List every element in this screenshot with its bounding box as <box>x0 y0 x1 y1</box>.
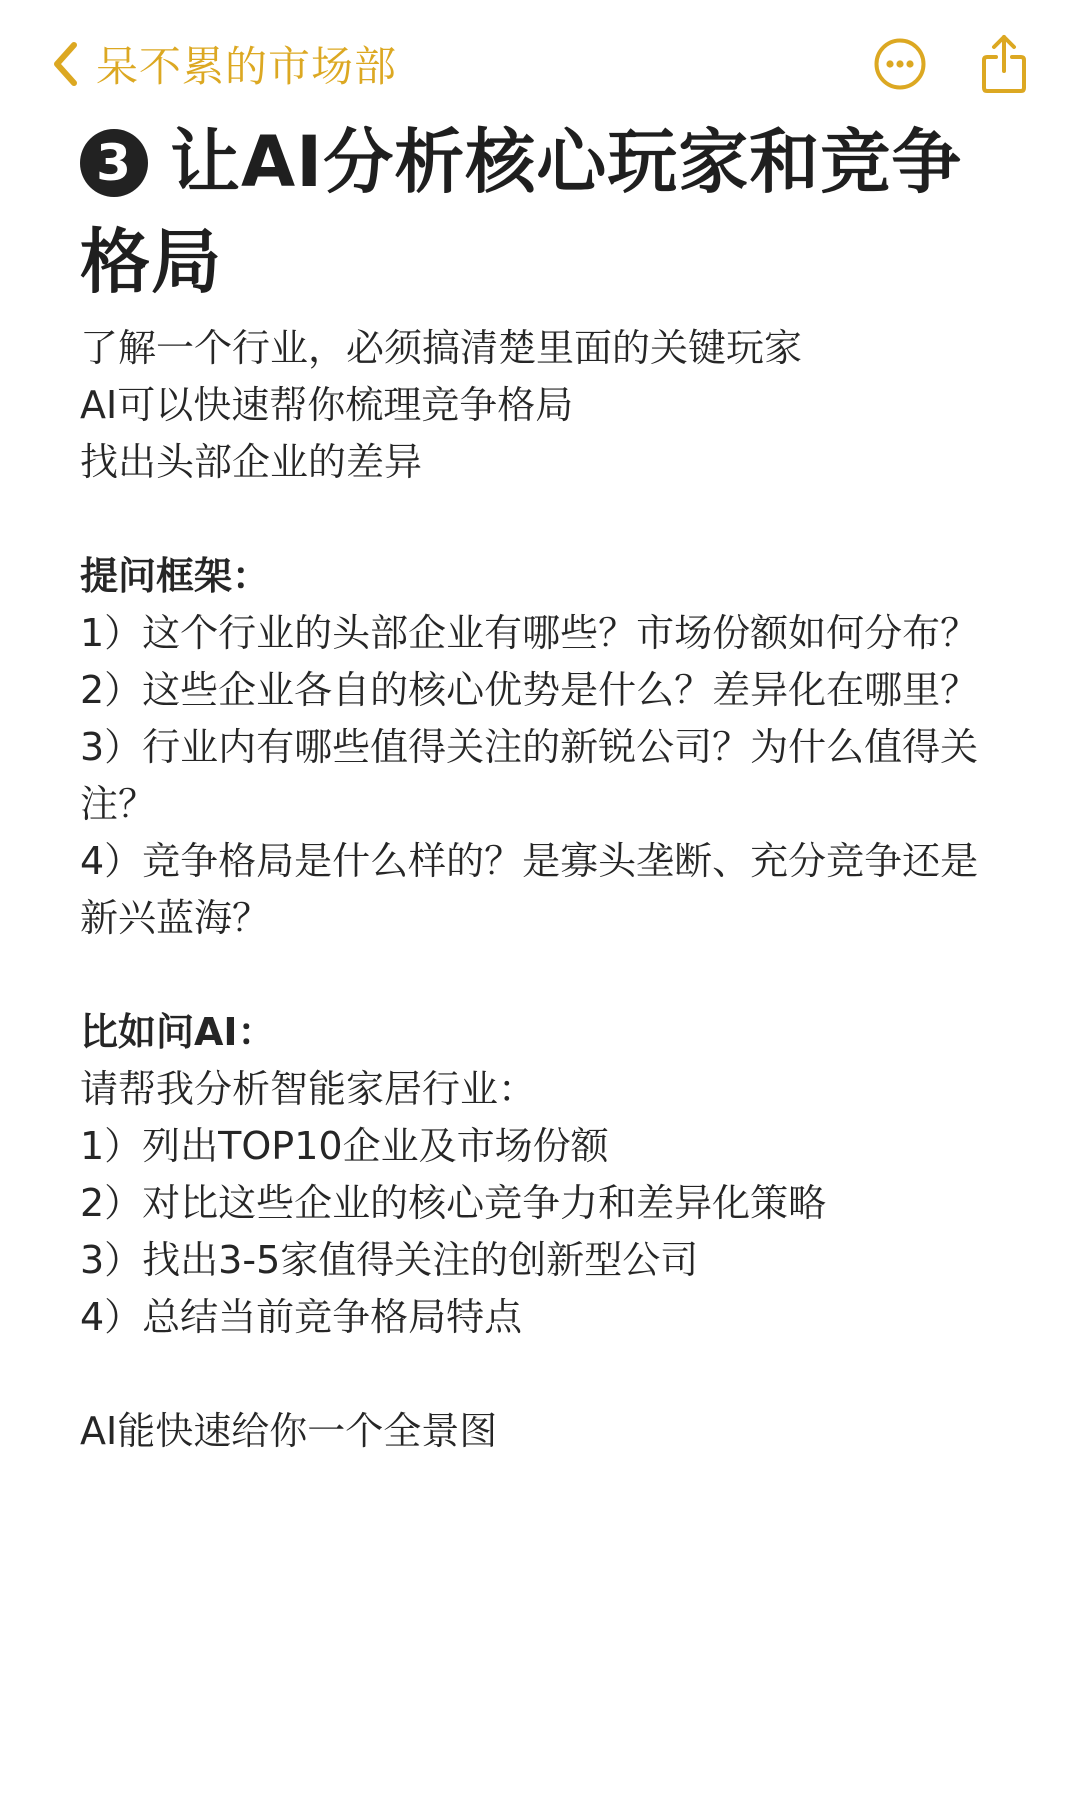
example-item: 1）列出TOP10企业及市场份额 <box>80 1124 609 1168</box>
intro-line: 找出头部企业的差异 <box>80 440 423 484</box>
framework-heading: 提问框架： <box>80 554 271 598</box>
back-button[interactable] <box>52 36 397 92</box>
example-item: 4）总结当前竞争格局特点 <box>80 1295 523 1339</box>
example-heading: 比如问AI： <box>80 1010 276 1054</box>
example-prompt: 请帮我分析智能家居行业： <box>80 1067 537 1111</box>
share-button[interactable] <box>980 33 1028 95</box>
example-item: 2）对比这些企业的核心竞争力和差异化策略 <box>80 1181 827 1225</box>
framework-item: 4）竞争格局是什么样的？是寡头垄断、充分竞争还是新兴蓝海？ <box>80 839 979 940</box>
closing-line: AI能快速给你一个全景图 <box>80 1409 498 1453</box>
example-item: 3）找出3-5家值得关注的创新型公司 <box>80 1238 699 1282</box>
navigation-bar <box>0 0 1080 130</box>
title-text: 让AI分析核心玩家和竞争格局 <box>80 121 963 303</box>
framework-item: 3）行业内有哪些值得关注的新锐公司？为什么值得关注？ <box>80 725 979 826</box>
blank-line <box>80 947 1000 1004</box>
intro-line: AI可以快速帮你梳理竞争格局 <box>80 383 574 427</box>
intro-line: 了解一个行业，必须搞清楚里面的关键玩家 <box>80 326 803 370</box>
share-icon <box>980 33 1028 95</box>
blank-line <box>80 1346 1000 1403</box>
framework-item: 2）这些企业各自的核心优势是什么？差异化在哪里？ <box>80 668 979 712</box>
more-circle-icon <box>873 37 927 91</box>
note-title <box>80 112 1000 312</box>
back-label: 呆不累的市场部 <box>96 42 398 91</box>
more-button[interactable] <box>873 37 927 91</box>
blank-line <box>80 491 1000 548</box>
framework-item: 1）这个行业的头部企业有哪些？市场份额如何分布？ <box>80 611 979 655</box>
note-body <box>80 320 1000 1460</box>
title-number-badge: 3 <box>80 129 148 197</box>
chevron-left-icon <box>52 41 78 87</box>
